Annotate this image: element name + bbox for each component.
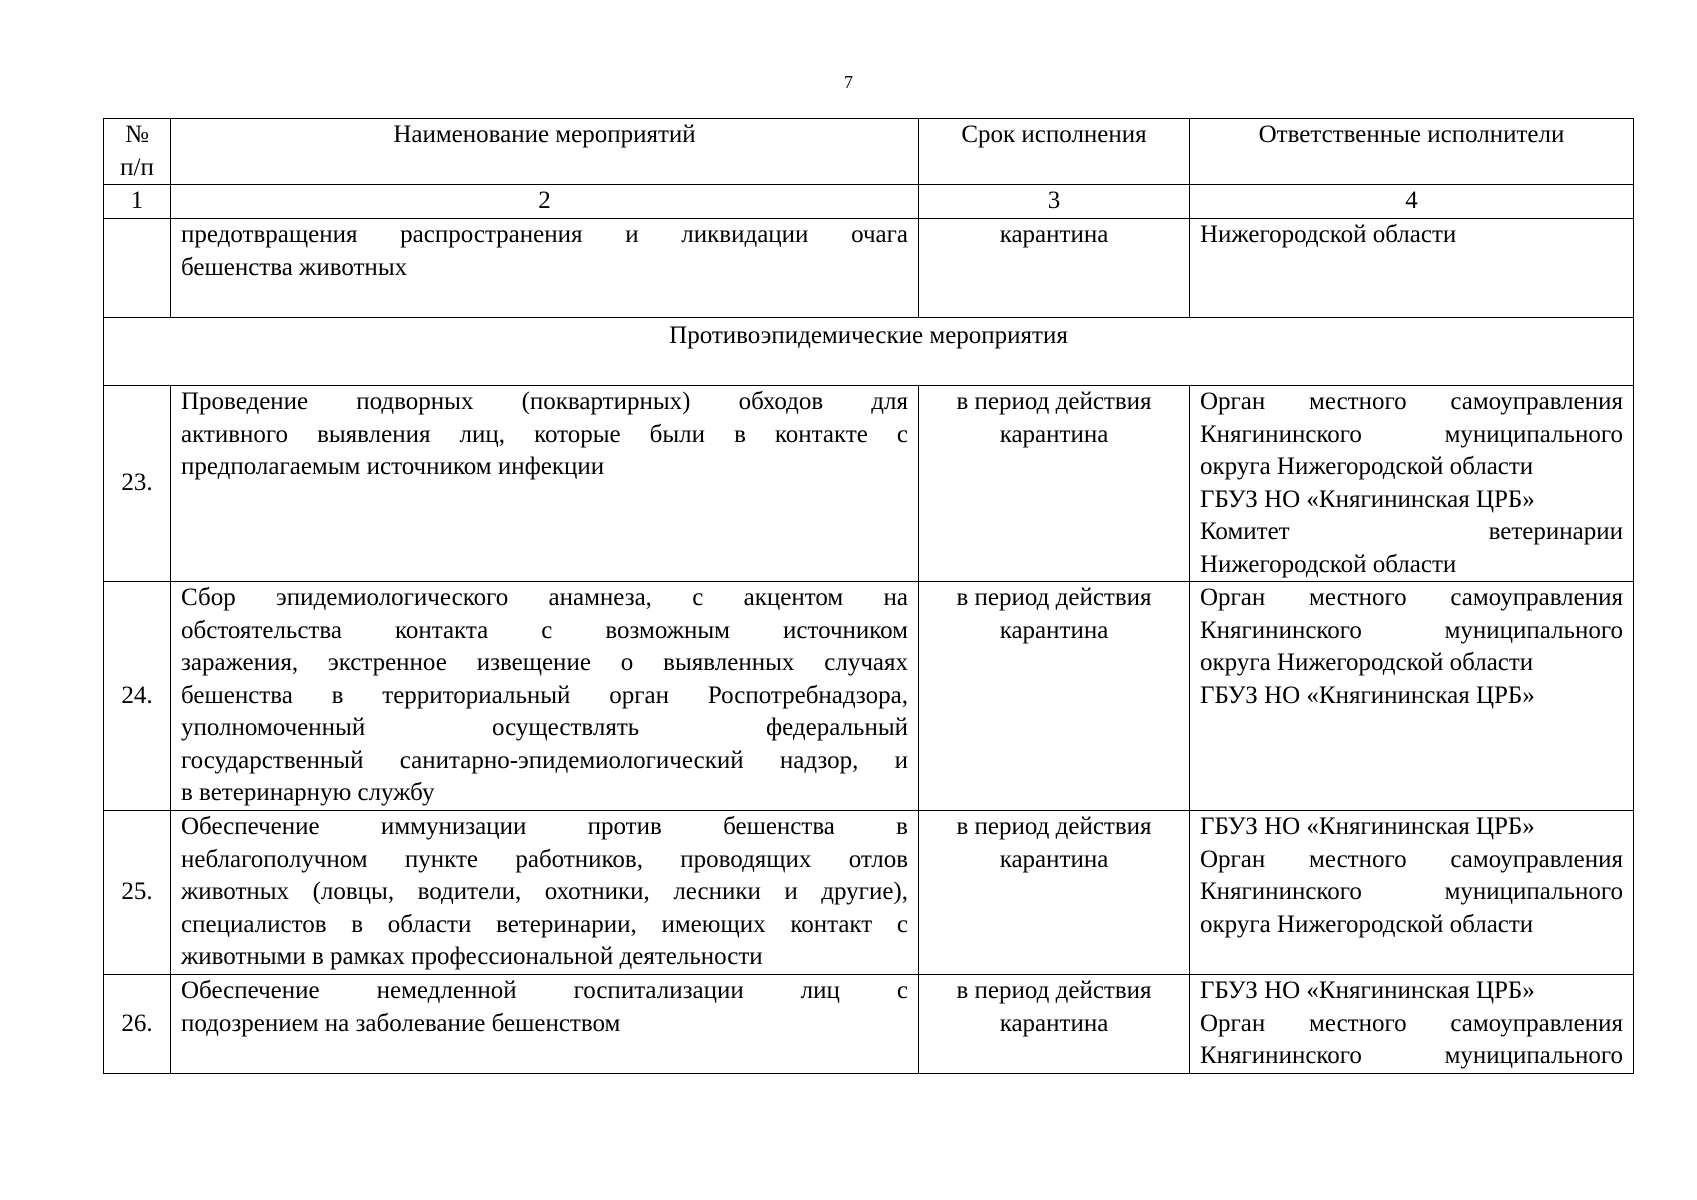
row-resp-cell: ГБУЗ НО «Княгининская ЦРБ» Орган местного самоуправления Княгининского муниципального xyxy=(1190,975,1634,1074)
column-index: 4 xyxy=(1190,185,1634,219)
continuation-name-cell: предотвращения распространения и ликвидации очага бешенства животных xyxy=(171,219,919,318)
row-resp-cell: ГБУЗ НО «Княгининская ЦРБ» Орган местного самоуправления Княгининского муниципального округа Нижегородской области xyxy=(1190,811,1634,975)
row-term-cell: в период действия карантина xyxy=(919,582,1190,811)
continuation-term-cell: карантина xyxy=(919,219,1190,318)
table-row xyxy=(104,975,1634,1074)
table-row xyxy=(104,811,1634,975)
measures-table xyxy=(103,118,1634,1074)
row-term-cell: в период действия карантина xyxy=(919,811,1190,975)
table-header-row xyxy=(104,119,1634,185)
row-number: 25. xyxy=(104,811,171,975)
continuation-num-cell xyxy=(104,219,171,318)
row-number: 24. xyxy=(104,582,171,811)
row-name-cell: Сбор эпидемиологического анамнеза, с акцентом на обстоятельства контакта с возможным источником заражения, экстренное извещение о выявленных случаях бешенства в территориальный орган Роспотребнадзора, уполномоченный осуществлять федеральный государственный санитарно-эпидемиологический надзор, и в ветеринарную службу xyxy=(171,582,919,811)
row-resp-cell: Орган местного самоуправления Княгининского муниципального округа Нижегородской области ГБУЗ НО «Княгининская ЦРБ» Комитет ветеринарии Нижегородской области xyxy=(1190,386,1634,582)
row-resp-cell: Орган местного самоуправления Княгининского муниципального округа Нижегородской области ГБУЗ НО «Княгининская ЦРБ» xyxy=(1190,582,1634,811)
row-name-cell: Обеспечение немедленной госпитализации лиц с подозрением на заболевание бешенством xyxy=(171,975,919,1074)
column-index-row xyxy=(104,185,1634,219)
table-row xyxy=(104,386,1634,582)
continuation-resp-cell: Нижегородской области xyxy=(1190,219,1634,318)
header-term: Срок исполнения xyxy=(919,119,1190,185)
row-term-cell: в период действия карантина xyxy=(919,386,1190,582)
column-index: 3 xyxy=(919,185,1190,219)
continuation-row xyxy=(104,219,1634,318)
row-number: 23. xyxy=(104,386,171,582)
section-header-row xyxy=(104,318,1634,386)
row-name-cell: Проведение подворных (поквартирных) обходов для активного выявления лиц, которые были в контакте с предполагаемым источником инфекции xyxy=(171,386,919,582)
table-row xyxy=(104,582,1634,811)
column-index: 2 xyxy=(171,185,919,219)
row-number: 26. xyxy=(104,975,171,1074)
section-title: Противоэпидемические мероприятия xyxy=(104,318,1634,386)
row-name-cell: Обеспечение иммунизации против бешенства в неблагополучном пункте работников, проводящих отлов животных (ловцы, водители, охотники, лесники и другие), специалистов в области ветеринарии, имеющих контакт с животными в рамках профессиональной деятельности xyxy=(171,811,919,975)
column-index: 1 xyxy=(104,185,171,219)
header-resp: Ответственные исполнители xyxy=(1190,119,1634,185)
page-number: 7 xyxy=(844,72,853,92)
header-num: № п/п xyxy=(104,119,171,185)
header-name: Наименование мероприятий xyxy=(171,119,919,185)
row-term-cell: в период действия карантина xyxy=(919,975,1190,1074)
